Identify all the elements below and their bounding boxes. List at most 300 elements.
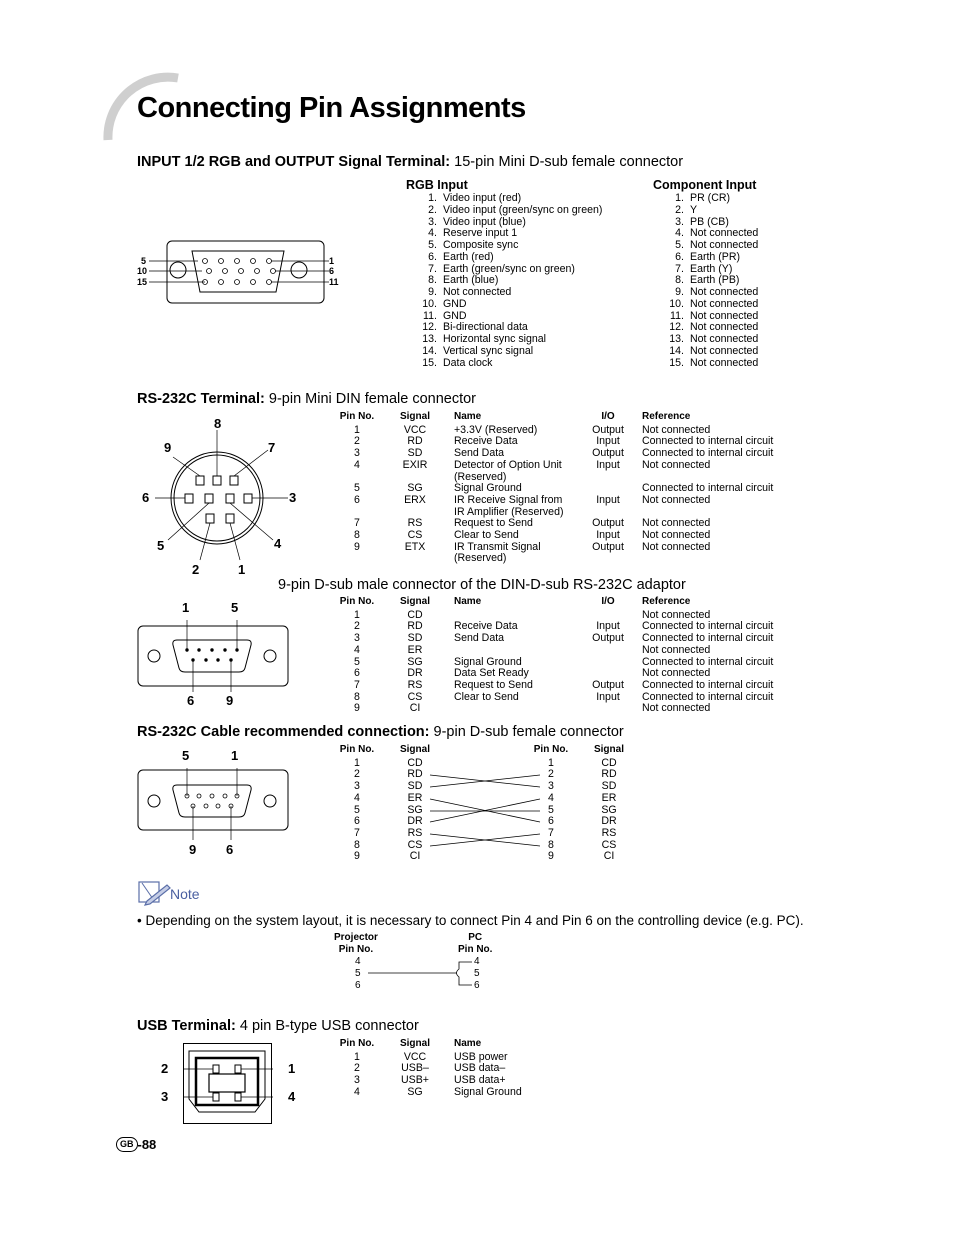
table-cell: (Reserved) (454, 552, 507, 565)
list-item (407, 240, 602, 252)
table-cell: Output (592, 678, 624, 691)
table-cell: Input (596, 458, 620, 471)
table-header-cell: Reference (642, 596, 691, 607)
table-cell: Output (592, 447, 624, 460)
list-item-number: 9. (675, 286, 684, 298)
table-cell: SD (407, 632, 423, 645)
rgb-input-title: RGB Input (406, 178, 468, 192)
table-cell: 1 (354, 423, 360, 436)
table-cell: 3 (548, 780, 554, 793)
table-cell: CD (601, 756, 617, 769)
table-cell: Not connected (642, 517, 711, 530)
list-item-text: Y (690, 203, 698, 216)
table-cell: Connected to internal circuit (642, 655, 774, 668)
table-cell: SG (601, 803, 617, 816)
table-cell (574, 472, 642, 484)
table-cell: 8 (548, 838, 554, 851)
cable-pin-label: 1 (231, 748, 239, 763)
table-cell: RS (407, 517, 423, 530)
table-cell: Connected to internal circuit (642, 482, 774, 495)
table-cell: 4 (354, 791, 360, 804)
usb-pin-label: 3 (161, 1089, 169, 1104)
table-cell: 9 (354, 540, 360, 553)
table-cell: 1 (354, 756, 360, 769)
list-item-number: 8. (428, 274, 437, 287)
cable-heading: RS-232C Cable recommended connection: 9-pin D-sub female connector (137, 724, 624, 740)
projector-pin-list: 4 5 6 (355, 956, 361, 991)
list-item-text: Not connected (690, 344, 759, 357)
cable-right-table (532, 744, 648, 863)
vga-pin (235, 280, 240, 285)
list-item-number: 1. (675, 192, 684, 204)
table-cell: ER (601, 791, 617, 804)
cable-pin-label: 6 (226, 842, 234, 857)
table-cell: USB power (454, 1050, 508, 1063)
table-cell: USB data+ (454, 1074, 506, 1087)
table-cell: SG (407, 655, 423, 668)
usb-pin-label: 4 (288, 1089, 296, 1104)
rs232-heading: RS-232C Terminal: 9-pin Mini DIN female connector (137, 391, 477, 407)
table-row (338, 692, 792, 704)
dsub-pin-label: 1 (182, 600, 190, 615)
list-item-text: Earth (green/sync on green) (443, 262, 575, 275)
table-cell: CS (407, 529, 423, 542)
list-item-number: 11. (670, 309, 684, 322)
list-item-number: 1. (428, 192, 437, 204)
list-item (654, 240, 758, 252)
table-cell: IR Receive Signal from (454, 493, 563, 506)
vga-connector-diagram (137, 238, 347, 308)
table-cell: ER (407, 643, 423, 656)
table-cell: SG (407, 803, 423, 816)
list-item-text: Vertical sync signal (443, 344, 534, 357)
table-cell: RD (601, 768, 617, 781)
table-header-cell: Name (454, 596, 482, 607)
table-cell: Detector of Option Unit (454, 458, 562, 471)
table-cell: RS (407, 826, 423, 839)
dsub-pin-label: 6 (187, 693, 195, 708)
table-cell (574, 553, 642, 565)
table-row (532, 828, 648, 840)
table-cell: 7 (354, 517, 360, 530)
table-cell (574, 645, 642, 657)
list-item (407, 346, 602, 358)
list-item-text: Earth (PR) (690, 250, 741, 263)
table-cell: 6 (354, 815, 360, 828)
table-cell: 6 (354, 667, 360, 680)
list-item-text: Not connected (443, 286, 512, 298)
table-header-cell: Name (454, 411, 482, 422)
page-number: GB -88 (116, 1137, 156, 1152)
table-cell: SG (407, 482, 423, 495)
list-item (654, 358, 758, 370)
component-input-title: Component Input (653, 178, 757, 192)
table-header-cell: Reference (642, 411, 691, 422)
table-header-cell: Pin No. (339, 1038, 375, 1049)
table-cell: CD (407, 756, 423, 769)
vga-pin (251, 259, 256, 264)
table-header-cell: Pin No. (339, 411, 375, 422)
table-row (338, 1087, 574, 1099)
table-cell: Input (596, 529, 620, 542)
table-header-cell: Name (454, 1038, 482, 1049)
list-item-number: 6. (675, 250, 684, 263)
vga-pin (203, 259, 208, 264)
dsub-pin-label: 5 (231, 600, 239, 615)
vga-pin (271, 269, 276, 274)
list-item-text: Earth (PB) (690, 274, 740, 287)
table-row (338, 633, 792, 645)
note-label: Note (170, 886, 200, 902)
table-cell: Not connected (642, 608, 711, 621)
table-cell: Not connected (642, 458, 711, 471)
table-cell: (Reserved) (454, 470, 507, 483)
list-item-text: Horizontal sync signal (443, 333, 547, 345)
table-cell: 1 (354, 1050, 360, 1063)
usb-pin-table (338, 1038, 574, 1099)
table-header-cell: I/O (601, 596, 615, 607)
table-cell: Not connected (642, 540, 711, 553)
table-header-cell: Pin No. (533, 744, 569, 755)
table-cell (574, 703, 642, 715)
list-item (654, 346, 758, 358)
usb-pin-label: 1 (288, 1061, 296, 1076)
table-cell: 2 (548, 768, 554, 781)
table-cell: 9 (354, 702, 360, 715)
list-item-text: Not connected (690, 321, 759, 334)
list-item-number: 3. (675, 215, 684, 228)
list-item-text: Not connected (690, 239, 759, 251)
table-header-cell: Signal (593, 744, 624, 755)
table-cell: 2 (354, 620, 360, 633)
table-cell: IR Amplifier (Reserved) (454, 505, 564, 518)
table-cell: 3 (354, 780, 360, 793)
rgb-input-list (407, 193, 602, 369)
table-cell: 6 (548, 815, 554, 828)
table-cell: Signal Ground (454, 655, 522, 668)
table-cell: CI (409, 850, 421, 863)
usb-heading: USB Terminal: 4 pin B-type USB connector (137, 1018, 419, 1034)
cable-pin-label: 5 (182, 748, 190, 763)
table-cell: SD (407, 447, 423, 460)
table-cell: Output (592, 423, 624, 436)
vga-pin-label: 11 (329, 277, 339, 287)
table-cell: Send Data (454, 447, 505, 460)
list-item-text: Data clock (443, 356, 493, 369)
dsub-pin-table (338, 596, 792, 715)
din-pin-label: 7 (268, 440, 276, 455)
table-header-cell: I/O (601, 411, 615, 422)
list-item (407, 252, 602, 264)
table-cell: 5 (354, 482, 360, 495)
din-pin-label: 2 (192, 562, 200, 577)
bullet-icon: • (137, 913, 142, 928)
dsub-male-connector-diagram (137, 620, 292, 695)
table-cell: VCC (403, 423, 427, 436)
list-item (654, 252, 758, 264)
list-item-text: Reserve input 1 (443, 227, 518, 240)
table-cell: 8 (354, 838, 360, 851)
list-item-number: 2. (675, 203, 684, 216)
list-item-text: Video input (red) (443, 192, 522, 204)
table-cell (454, 703, 574, 715)
table-header-cell: Pin No. (339, 596, 375, 607)
list-item (654, 287, 758, 299)
list-item (407, 205, 602, 217)
table-cell: RD (407, 768, 423, 781)
list-item-number: 2. (428, 203, 437, 216)
table-cell: DR (407, 667, 423, 680)
din-pin-label: 3 (289, 490, 297, 505)
list-item-text: GND (443, 309, 467, 322)
table-cell: Not connected (642, 423, 711, 436)
cable-pin-label: 9 (189, 842, 197, 857)
table-cell: 4 (354, 643, 360, 656)
table-cell: ERX (404, 493, 426, 506)
list-item-number: 7. (675, 262, 684, 275)
table-cell: RS (601, 826, 617, 839)
list-item-number: 13. (669, 333, 684, 345)
rs232-pin-table (338, 411, 792, 565)
list-item-number: 15. (422, 356, 437, 369)
table-header-cell: Signal (399, 411, 430, 422)
dsub-pin-label: 9 (226, 693, 234, 708)
table-cell: 9 (548, 850, 554, 863)
list-item-number: 8. (675, 274, 684, 287)
table-cell: Not connected (642, 667, 711, 680)
list-item-number: 11. (423, 309, 437, 322)
table-cell: SD (601, 780, 617, 793)
table-cell: Input (596, 493, 620, 506)
table-cell: Input (596, 690, 620, 703)
table-cell: 3 (354, 632, 360, 645)
list-item-text: Earth (blue) (443, 274, 499, 287)
table-cell: 5 (548, 803, 554, 816)
vga-pin (267, 280, 272, 285)
table-cell (338, 553, 376, 565)
list-item-number: 6. (428, 250, 437, 263)
table-cell: Signal Ground (454, 482, 522, 495)
table-row (338, 542, 792, 554)
table-header-cell: Signal (399, 596, 430, 607)
list-item-number: 14. (422, 344, 437, 357)
vga-pin (251, 280, 256, 285)
dsub-heading: 9-pin D-sub male connector of the DIN-D-sub RS-232C adaptor (278, 577, 686, 593)
table-cell: 8 (354, 529, 360, 542)
table-cell: RS (407, 678, 423, 691)
vga-pin (207, 269, 212, 274)
table-cell: 5 (354, 655, 360, 668)
usb-b-connector-diagram (183, 1043, 273, 1125)
table-cell: SG (407, 1085, 423, 1098)
table-cell: Input (596, 620, 620, 633)
table-cell: 4 (548, 791, 554, 804)
table-cell (454, 645, 574, 657)
table-row (338, 553, 792, 565)
table-cell: DR (407, 815, 423, 828)
list-item-text: PB (CB) (690, 215, 729, 228)
table-row (338, 703, 792, 715)
table-cell: 7 (548, 826, 554, 839)
table-cell: Connected to internal circuit (642, 690, 774, 703)
vga-pin-label: 5 (141, 256, 147, 266)
list-item (654, 205, 758, 217)
table-cell: Send Data (454, 632, 505, 645)
table-cell: ETX (404, 540, 426, 553)
table-cell: Not connected (642, 529, 711, 542)
table-cell: Connected to internal circuit (642, 620, 774, 633)
list-item-text: Not connected (690, 286, 759, 298)
pc-pin-header: PC Pin No. (458, 932, 493, 955)
table-cell: 1 (354, 608, 360, 621)
list-item-text: Video input (blue) (443, 215, 526, 228)
table-cell: Not connected (642, 702, 711, 715)
table-row (338, 518, 792, 530)
list-item (407, 358, 602, 370)
table-cell: ER (407, 791, 423, 804)
table-row (338, 645, 792, 657)
table-cell: Receive Data (454, 435, 518, 448)
table-cell: Clear to Send (454, 690, 519, 703)
table-header-cell: Pin No. (339, 744, 375, 755)
table-header-row (338, 1038, 574, 1052)
pencil-note-icon (137, 879, 173, 907)
table-cell: IR Transmit Signal (454, 540, 541, 553)
list-item (407, 193, 602, 205)
table-cell: 3 (354, 1074, 360, 1087)
vga-pin (219, 280, 224, 285)
table-cell: RD (407, 435, 423, 448)
table-cell: CS (601, 838, 617, 851)
pc-loopback-wiring (362, 955, 474, 995)
table-cell: 2 (354, 1062, 360, 1075)
table-cell: USB+ (401, 1074, 429, 1087)
list-item-number: 10. (669, 297, 684, 310)
table-cell: Connected to internal circuit (642, 447, 774, 460)
list-item (654, 193, 758, 205)
list-item-number: 5. (428, 239, 437, 251)
table-cell: Input (596, 435, 620, 448)
table-row (338, 460, 792, 472)
vga-pin-label: 6 (329, 266, 335, 276)
table-cell: +3.3V (Reserved) (454, 423, 538, 436)
din-pin-label: 9 (164, 440, 172, 455)
table-cell: SD (407, 780, 423, 793)
table-cell (376, 553, 454, 565)
table-row (338, 530, 792, 542)
list-item (654, 334, 758, 346)
page-title: Connecting Pin Assignments (137, 92, 526, 124)
table-cell (574, 657, 642, 669)
list-item (407, 334, 602, 346)
table-header-cell: Signal (399, 1038, 430, 1049)
table-cell: Connected to internal circuit (642, 435, 774, 448)
table-cell: 5 (354, 803, 360, 816)
table-header-row (338, 596, 792, 610)
din-pin-label: 8 (214, 416, 222, 431)
table-cell: DR (601, 815, 617, 828)
vga-pin-label: 1 (329, 256, 335, 266)
table-cell: Output (592, 632, 624, 645)
table-cell: Data Set Ready (454, 667, 529, 680)
din-pin-label: 5 (157, 538, 165, 553)
table-cell: Connected to internal circuit (642, 632, 774, 645)
gb-badge: GB (116, 1137, 138, 1152)
table-cell: 1 (548, 756, 554, 769)
table-row (338, 657, 792, 669)
list-item-text: Video input (green/sync on green) (443, 203, 603, 216)
table-cell: 3 (354, 447, 360, 460)
table-cell: 4 (354, 1085, 360, 1098)
table-row (338, 507, 792, 519)
vga-heading: INPUT 1/2 RGB and OUTPUT Signal Terminal: 15-pin Mini D-sub female connector (137, 154, 684, 170)
vga-pin-label: 10 (137, 266, 148, 276)
list-item-text: Not connected (690, 227, 759, 240)
vga-pin (255, 269, 260, 274)
list-item-text: Earth (red) (443, 250, 494, 263)
table-cell: EXIR (402, 458, 428, 471)
list-item-number: 5. (675, 239, 684, 251)
list-item-number: 4. (675, 227, 684, 240)
vga-pin (235, 259, 240, 264)
vga-pin (239, 269, 244, 274)
table-cell: 7 (354, 826, 360, 839)
list-item-text: Not connected (690, 333, 759, 345)
table-row (338, 495, 792, 507)
pc-pin-list: 4 5 6 (474, 956, 480, 991)
din-pin-label: 1 (238, 562, 246, 577)
table-row (532, 793, 648, 805)
list-item-number: 15. (669, 356, 684, 369)
table-cell: Request to Send (454, 678, 533, 691)
list-item-text: Bi-directional data (443, 321, 528, 334)
din-pin-label: 4 (274, 536, 282, 551)
table-cell: CS (407, 690, 423, 703)
table-header-cell: Signal (399, 744, 430, 755)
list-item-number: 10. (422, 297, 437, 310)
vga-pin (219, 259, 224, 264)
table-cell: 9 (354, 850, 360, 863)
table-cell: Not connected (642, 493, 711, 506)
table-cell: Request to Send (454, 517, 533, 530)
dsub-female-connector-diagram (137, 768, 292, 843)
table-cell: 8 (354, 690, 360, 703)
list-item-number: 14. (669, 344, 684, 357)
usb-pin-label: 2 (161, 1061, 169, 1076)
list-item-text: Composite sync (443, 239, 519, 251)
list-item-number: 13. (422, 333, 437, 345)
note-text: • Depending on the system layout, it is necessary to connect Pin 4 and Pin 6 on the controlling device (e.g. PC). (137, 913, 804, 928)
table-cell: Output (592, 517, 624, 530)
vga-pin (267, 259, 272, 264)
list-item (407, 287, 602, 299)
list-item-number: 9. (428, 286, 437, 298)
table-cell: 7 (354, 678, 360, 691)
component-input-list (654, 193, 758, 369)
table-cell: 2 (354, 768, 360, 781)
projector-pin-header: Projector Pin No. (334, 932, 378, 955)
list-item-text: Not connected (690, 297, 759, 310)
table-header-row (338, 411, 792, 425)
table-cell: Clear to Send (454, 529, 519, 542)
table-cell: Receive Data (454, 620, 518, 633)
table-cell: USB data– (454, 1062, 506, 1075)
list-item-number: 12. (422, 321, 437, 334)
list-item-text: Not connected (690, 356, 759, 369)
list-item-text: Not connected (690, 309, 759, 322)
table-cell: 6 (354, 493, 360, 506)
table-cell: VCC (403, 1050, 427, 1063)
